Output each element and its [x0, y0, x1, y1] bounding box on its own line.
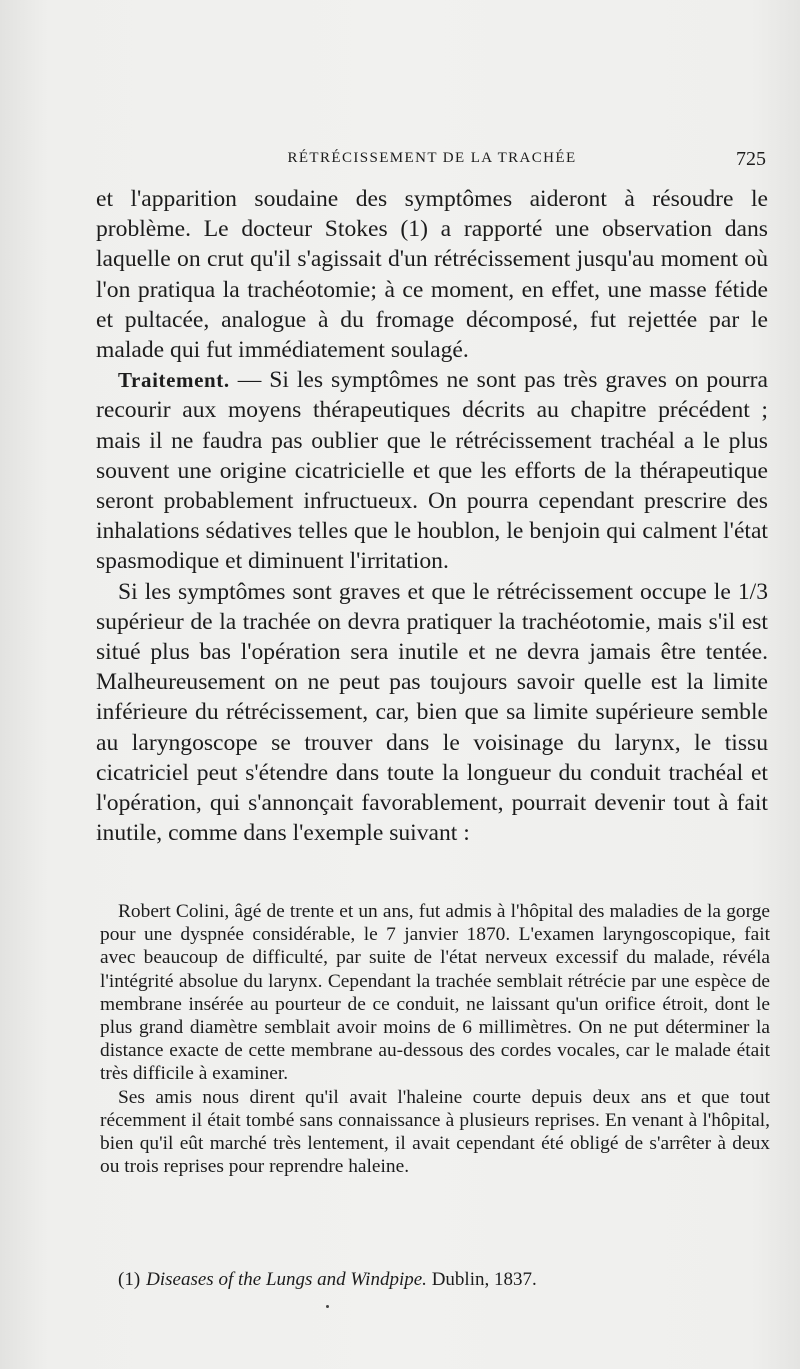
paragraph-intro: et l'apparition soudaine des symptômes aideront à résoudre le problème. Le docteur Stokes (1) a rapporté une observation dans laquelle on crut qu'il s'agissait d'un rétrécissement jusqu'au moment où l'on pratiqua la trachéotomie; à ce moment, en effet, une masse fétide et pultacée, analogue à du fromage décomposé, fut rejettée par le malade qui fut immédiatement soulagé.: [96, 186, 768, 364]
case-report: [100, 900, 770, 1178]
main-text: [96, 184, 768, 848]
footnote: [118, 1268, 768, 1292]
case-paragraph-admission: Robert Colini, âgé de trente et un ans, fut admis à l'hôpital des maladies de la gorge pour une dyspnée considérable, le 7 janvier 1870. L'examen laryngoscopique, fait avec beaucoup de difficulté, par suite de l'état nerveux excessif du malade, révéla l'intégrité absolue du larynx. Cependant la trachée semblait rétrécie par une espèce de membrane insérée au pourteur de ce conduit, ne laissant qu'un orifice étroit, dont le plus grand diamètre semblait avoir moins de 6 millimètres. On ne put déterminer la distance exacte de cette membrane au-dessous des cordes vocales, car le malade était très difficile à examiner.: [100, 901, 770, 1085]
treatment-text: — Si les symptômes ne sont pas très graves on pourra recourir aux moyens thérapeutiques décrits au chapitre précédent ; mais il ne faudra pas oublier que le rétrécissement trachéal a le plus souvent une origine cicatricielle et que les efforts de la thérapeutique seront probablement infructueux. On pourra cependant prescrire des inhalations sédatives telles que le houblon, le benjoin qui calment l'état spasmodique et diminuent l'irritation.: [96, 367, 768, 575]
page-header: [96, 148, 768, 172]
print-speck: [326, 1305, 329, 1308]
footnote-publication: Dublin, 1837.: [426, 1269, 537, 1290]
paragraph-treatment: [96, 365, 768, 576]
footnote-cited-title: Diseases of the Lungs and Windpipe.: [146, 1269, 427, 1290]
page-number: 725: [736, 148, 766, 170]
section-heading-traitement: Traitement.: [118, 368, 230, 393]
case-paragraph-history: Ses amis nous dirent qu'il avait l'haleine courte depuis deux ans et que tout récemment il était tombé sans connaissance à plusieurs reprises. En venant à l'hôpital, bien qu'il eût marché très lentement, il avait cependant été obligé de s'arrêter à deux ou trois reprises pour reprendre haleine.: [100, 1086, 770, 1178]
running-title: RÉTRÉCISSEMENT DE LA TRACHÉE: [287, 150, 577, 166]
paragraph-severe-symptoms: Si les symptômes sont graves et que le rétrécissement occupe le 1/3 supérieur de la trachée on devra pratiquer la trachéotomie, mais s'il est situé plus bas l'opération sera inutile et ne devra jamais être tentée. Malheureusement on ne peut pas toujours savoir quelle est la limite inférieure du rétrécissement, car, bien que sa limite supérieure semble au laryngoscope se trouver dans le voisinage du larynx, le tissu cicatriciel peut s'étendre dans toute la longueur du conduit trachéal et l'opération, qui s'annonçait favorablement, pourrait devenir tout à fait inutile, comme dans l'exemple suivant :: [96, 578, 768, 847]
footnote-marker: (1): [118, 1269, 141, 1290]
